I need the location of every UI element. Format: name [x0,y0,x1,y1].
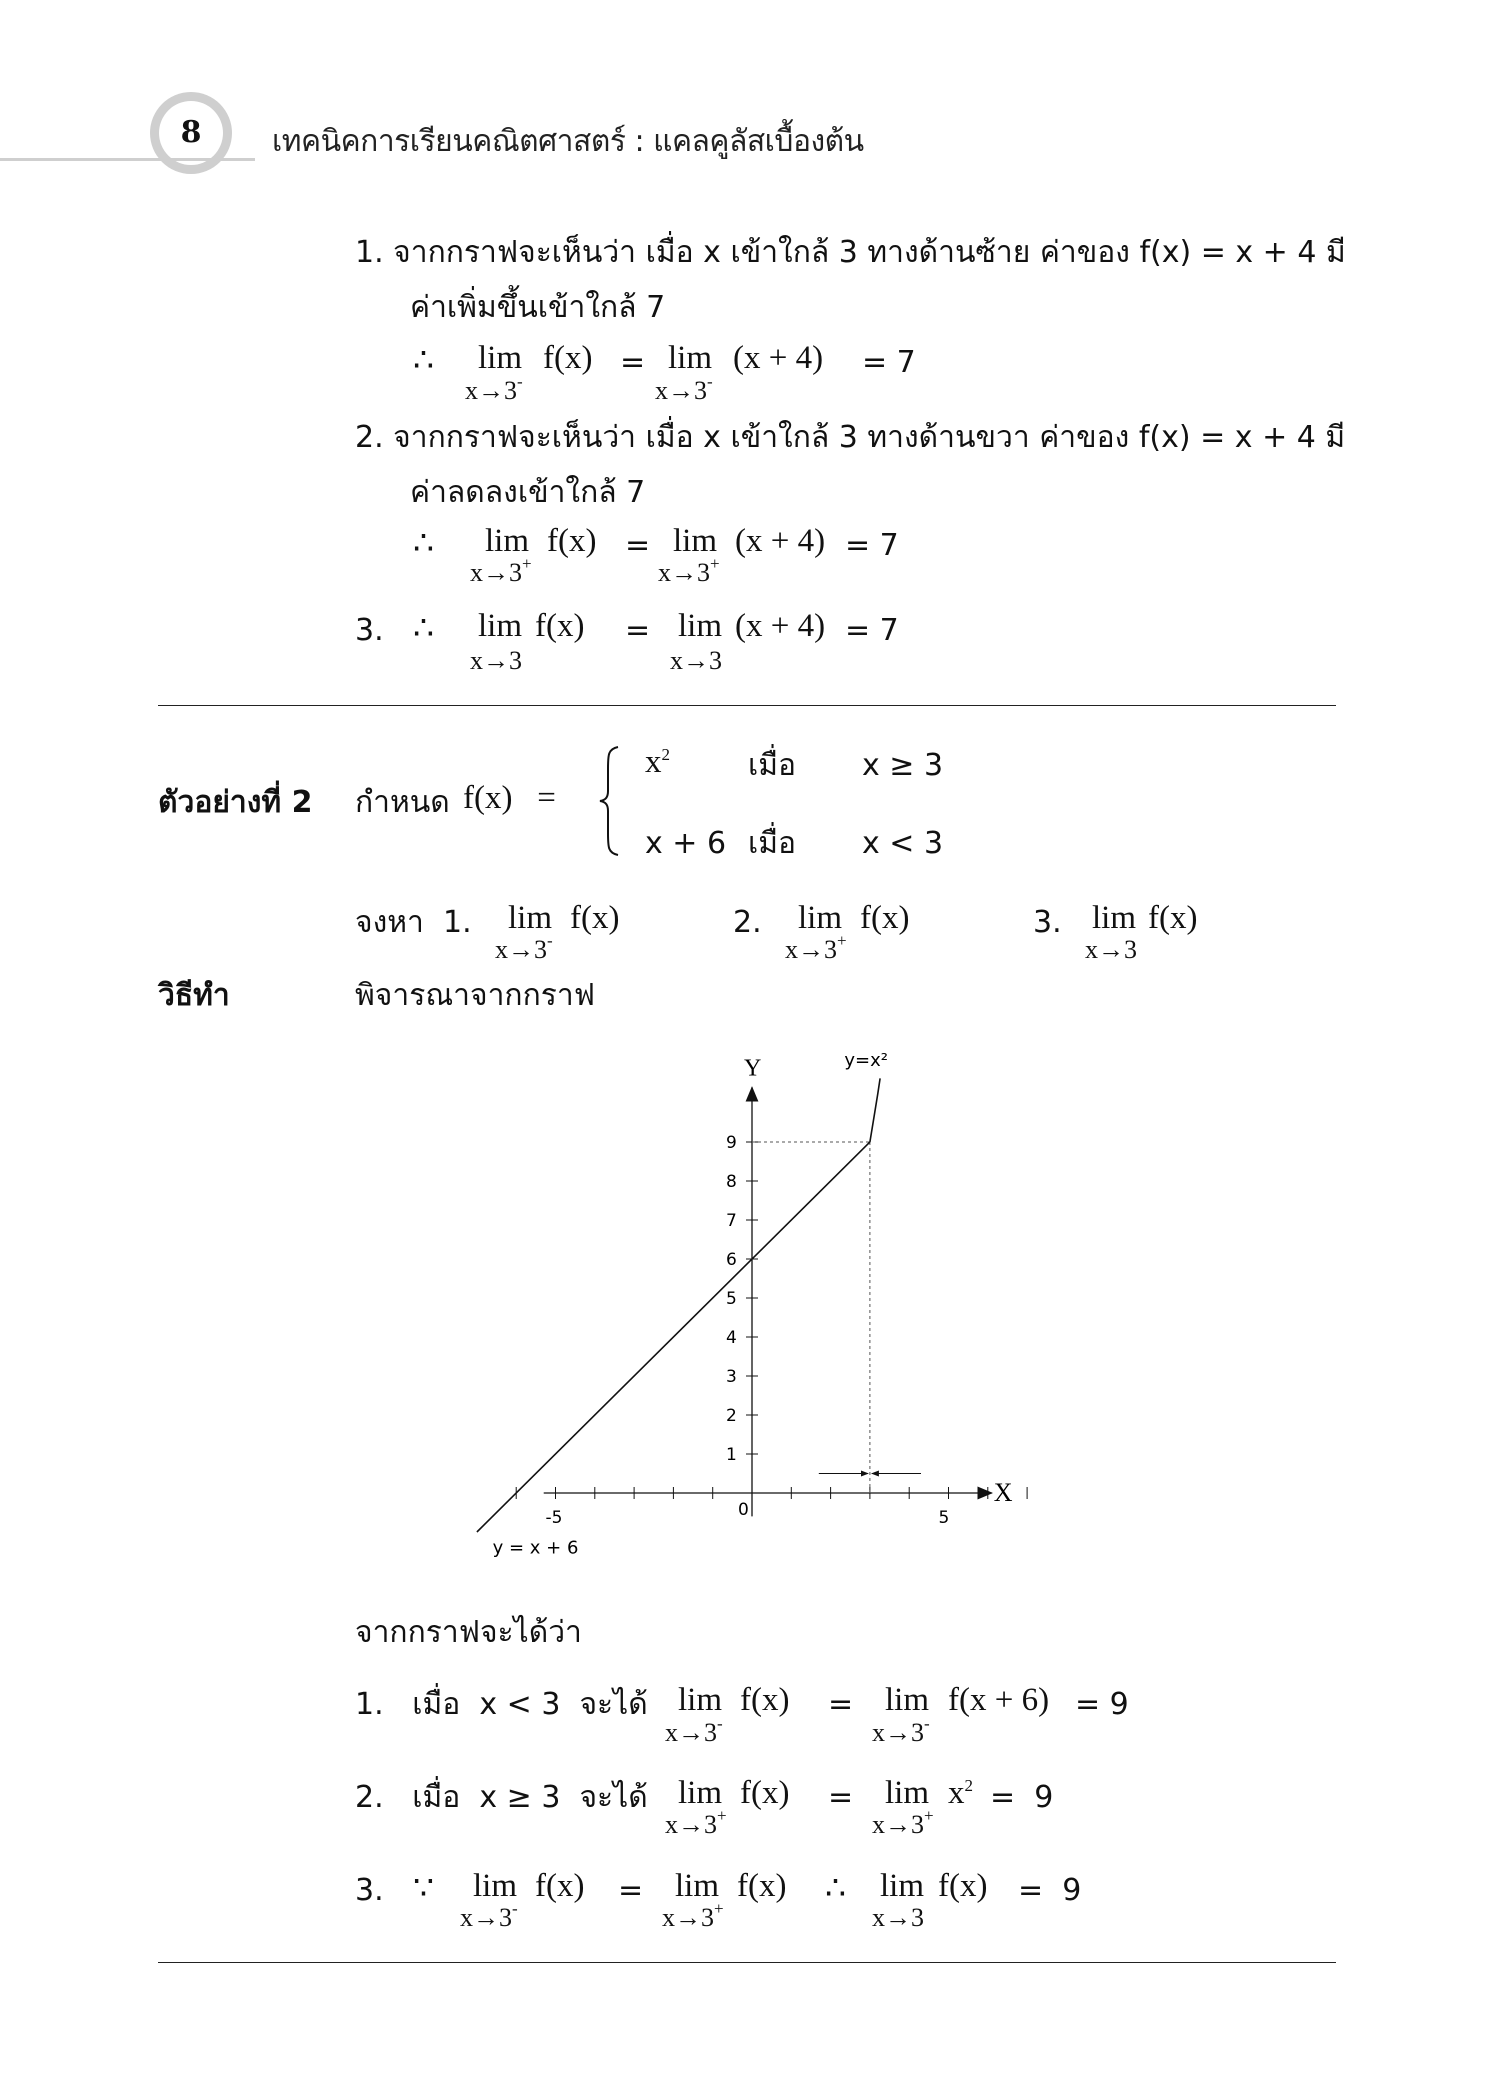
find-number: 2. [733,905,762,940]
fx-text: f(x) [535,608,585,644]
limit-subscript: x→3+ [662,1899,724,1932]
lim-text: lim [478,340,523,376]
chart-layer [477,1050,1027,1559]
result1-premise: 1. เมื่อ x < 3 จะได้ [355,1687,648,1722]
consider-text: พิจารณาจากกราฟ [355,978,595,1013]
curve-series-x-squared [870,1078,880,1142]
y-tick-label: 9 [726,1133,737,1153]
equals-sign: = [828,1687,854,1722]
limit-subscript: x→3+ [658,554,720,587]
equals-sign: = [620,345,646,380]
example-label: ตัวอย่างที่ 2 [158,785,313,820]
x-tick-label: -5 [545,1508,563,1528]
solution-label: วิธีทำ [158,978,230,1013]
left-brace-icon [598,745,622,857]
fx-equals: f(x) = [463,780,556,816]
fx-text: f(x) [543,340,593,376]
result1-rhs: f(x + 6) [948,1682,1050,1718]
y-tick-label: 6 [726,1250,737,1270]
equals-seven: = 7 [845,613,899,648]
case1-when: เมื่อ [748,748,797,783]
lim-text: lim [885,1682,930,1718]
find-number: 3. [1033,905,1062,940]
item1-line1: 1. จากกราฟจะเห็นว่า เมื่อ x เข้าใกล้ 3 ทางด้านซ้าย ค่าของ f(x) = x + 4 มี [355,235,1346,270]
limit-subscript: x→3- [495,931,553,964]
x-plus-4: (x + 4) [735,608,826,644]
lim-text: lim [668,340,713,376]
item3-number: 3. [355,613,384,648]
lim-text: lim [675,1868,720,1904]
limit-subscript: x→3+ [872,1806,934,1839]
case1-condition: x ≥ 3 [862,748,944,783]
define-text: กำหนด [355,785,450,820]
item2-line2: ค่าลดลงเข้าใกล้ 7 [410,475,646,510]
line-series-x-plus-6 [477,1142,870,1532]
fx-text: f(x) [570,900,620,936]
fx-text: f(x) [737,1868,787,1904]
case2-when: เมื่อ [748,826,797,861]
lim-text: lim [880,1868,925,1904]
page-number-badge [150,92,232,174]
item1-line2: ค่าเพิ่มขึ้นเข้าใกล้ 7 [410,290,666,325]
y-tick-label: 4 [726,1328,737,1348]
lim-text: lim [508,900,553,936]
limit-subscript: x→3 [1085,935,1137,964]
fx-text: f(x) [1148,900,1198,936]
x-plus-4: (x + 4) [735,523,826,559]
lim-text: lim [798,900,843,936]
fx-text: f(x) [740,1682,790,1718]
y-tick-label: 7 [726,1211,737,1231]
equals-seven: = 7 [862,345,916,380]
result1-value: = 9 [1075,1687,1129,1722]
find-number: 1. [443,905,472,940]
header-title: เทคนิคการเรียนคณิตศาสตร์ : แคลคูลัสเบื้องต้น [272,124,864,159]
limit-subscript: x→3- [655,372,713,405]
result3-number: 3. [355,1873,384,1908]
find-text: จงหา [355,905,424,940]
y-tick-label: 5 [726,1289,737,1309]
limit-subscript: x→3- [465,372,523,405]
section-divider [158,1962,1336,1963]
function-graph [400,990,1120,1570]
case2-condition: x < 3 [862,826,944,861]
fx-text: f(x) [860,900,910,936]
therefore-symbol: ∴ [825,1871,846,1907]
origin-label: 0 [738,1500,749,1520]
limit-subscript: x→3- [872,1714,930,1747]
lim-text: lim [1092,900,1137,936]
fx-text: f(x) [740,1775,790,1811]
item2-line1: 2. จากกราฟจะเห็นว่า เมื่อ x เข้าใกล้ 3 ทางด้านขวา ค่าของ f(x) = x + 4 มี [355,420,1346,455]
y-tick-label: 8 [726,1172,737,1192]
result2-premise: 2. เมื่อ x ≥ 3 จะได้ [355,1780,648,1815]
y-tick-label: 2 [726,1406,737,1426]
x-axis-label: X [993,1478,1013,1507]
therefore-symbol: ∴ [413,526,434,562]
x-plus-4: (x + 4) [733,340,824,376]
equals-seven: = 7 [845,528,899,563]
limit-subscript: x→3 [470,646,522,675]
y-tick-label: 1 [726,1445,737,1465]
equals-sign: = [618,1873,644,1908]
fx-text: f(x) [535,1868,585,1904]
case1-expression: $x^2$ [645,744,670,780]
from-graph-text: จากกราฟจะได้ว่า [355,1615,582,1650]
lim-text: lim [478,608,523,644]
limit-subscript: x→3- [665,1714,723,1747]
fx-text: f(x) [938,1868,988,1904]
lim-text: lim [885,1775,930,1811]
fx-text: f(x) [547,523,597,559]
series-label-x-squared: y=x² [844,1049,888,1071]
case2-expression: x + 6 [645,826,727,861]
limit-subscript: x→3 [872,1903,924,1932]
therefore-symbol: ∴ [413,611,434,647]
lim-text: lim [673,523,718,559]
because-symbol: ∵ [413,1871,434,1907]
lim-text: lim [678,1775,723,1811]
y-tick-label: 3 [726,1367,737,1387]
therefore-symbol: ∴ [413,343,434,379]
equals-sign: = [828,1780,854,1815]
section-divider [158,705,1336,706]
x-tick-label: 5 [938,1508,950,1528]
lim-text: lim [473,1868,518,1904]
lim-text: lim [678,608,723,644]
result2-value: = 9 [990,1780,1054,1815]
equals-sign: = [625,528,651,563]
equals-sign: = [625,613,651,648]
result2-rhs: $x^2$ [948,1775,973,1811]
limit-subscript: x→3- [460,1899,518,1932]
header-rule [0,158,255,161]
limit-subscript: x→3 [670,646,722,675]
lim-text: lim [485,523,530,559]
lim-text: lim [678,1682,723,1718]
y-axis-label: Y [744,1055,762,1082]
limit-subscript: x→3+ [785,931,847,964]
limit-subscript: x→3+ [470,554,532,587]
page-number: 8 [159,101,223,165]
series-label-x-plus-6: y = x + 6 [492,1537,579,1559]
limit-subscript: x→3+ [665,1806,727,1839]
result3-value: = 9 [1018,1873,1082,1908]
